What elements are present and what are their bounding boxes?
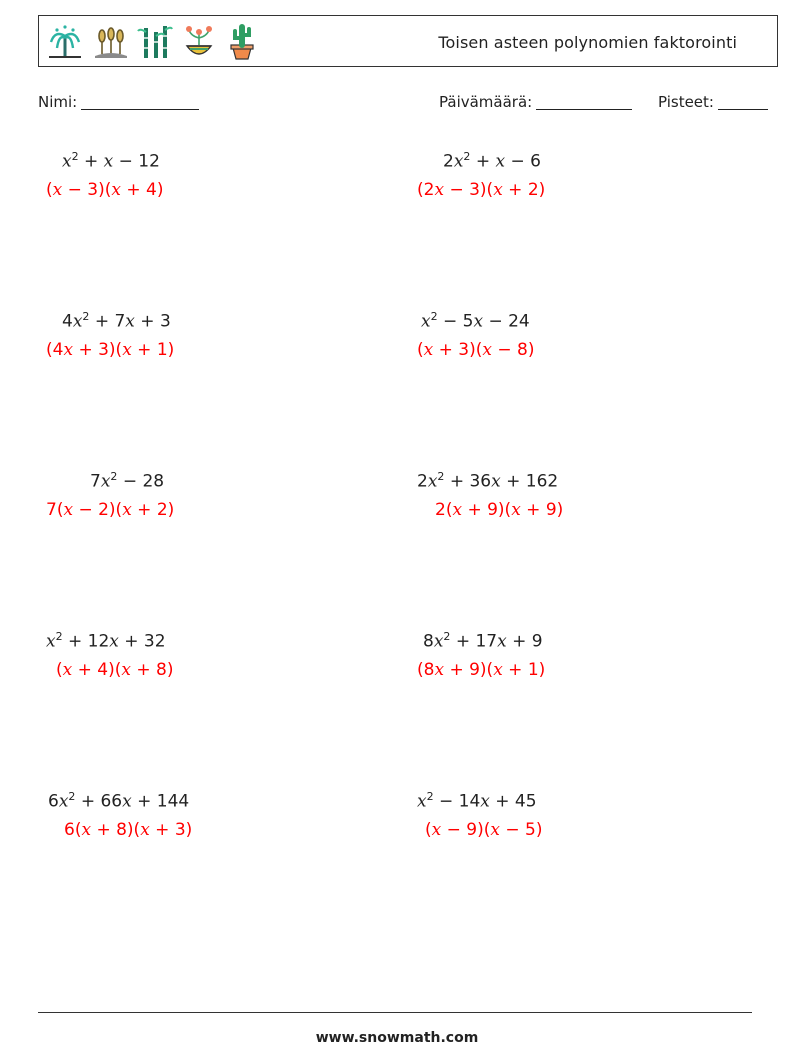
bamboo-icon	[137, 22, 173, 60]
date-label: Päivämäärä:	[439, 93, 533, 111]
wheat-field-icon	[93, 22, 129, 60]
footer-site: www.snowmath.com	[315, 1030, 479, 1046]
problem-9-question: $6x^2 + 66x + 144$	[48, 790, 190, 812]
problem-9-answer: 6(x + 8)(x + 3)	[64, 820, 193, 840]
name-blank	[81, 95, 199, 110]
date-field	[439, 93, 632, 111]
worksheet-header	[38, 15, 778, 67]
problem-1-answer: (x − 3)(x + 4)	[46, 180, 164, 200]
problem-7-answer: (x + 4)(x + 8)	[56, 660, 174, 680]
score-blank	[718, 95, 768, 110]
problem-3-question: $4x^2 + 7x + 3$	[62, 310, 171, 332]
problem-10-answer: (x − 9)(x − 5)	[425, 820, 543, 840]
date-blank	[536, 95, 632, 110]
score-field	[658, 93, 768, 111]
willow-tree-icon	[45, 22, 85, 60]
problem-4-question: $x^2 - 5x - 24$	[421, 310, 530, 332]
header-icons	[45, 22, 259, 60]
worksheet-title: Toisen asteen polynomien faktorointi	[438, 33, 737, 52]
problem-8-question: $8x^2 + 17x + 9$	[423, 630, 543, 652]
cactus-pot-icon	[225, 22, 259, 60]
footer-divider	[38, 1012, 752, 1013]
problem-6-answer: 2(x + 9)(x + 9)	[435, 500, 564, 520]
problem-2-answer: (2x − 3)(x + 2)	[417, 180, 546, 200]
problem-7-question: $x^2 + 12x + 32$	[46, 630, 166, 652]
name-field	[38, 93, 199, 111]
problem-8-answer: (8x + 9)(x + 1)	[417, 660, 546, 680]
problem-5-question: $7x^2 - 28$	[90, 470, 165, 492]
problem-2-question: $2x^2 + x - 6$	[443, 150, 541, 172]
hanging-flower-pot-icon	[181, 22, 217, 60]
problem-10-question: $x^2 - 14x + 45$	[417, 790, 537, 812]
problem-6-question: $2x^2 + 36x + 162$	[417, 470, 559, 492]
score-label: Pisteet:	[658, 93, 714, 111]
name-label: Nimi:	[38, 93, 78, 111]
problem-1-question: $x^2 + x - 12$	[62, 150, 160, 172]
problem-4-answer: (x + 3)(x − 8)	[417, 340, 535, 360]
problem-3-answer: (4x + 3)(x + 1)	[46, 340, 175, 360]
problem-5-answer: 7(x − 2)(x + 2)	[46, 500, 175, 520]
